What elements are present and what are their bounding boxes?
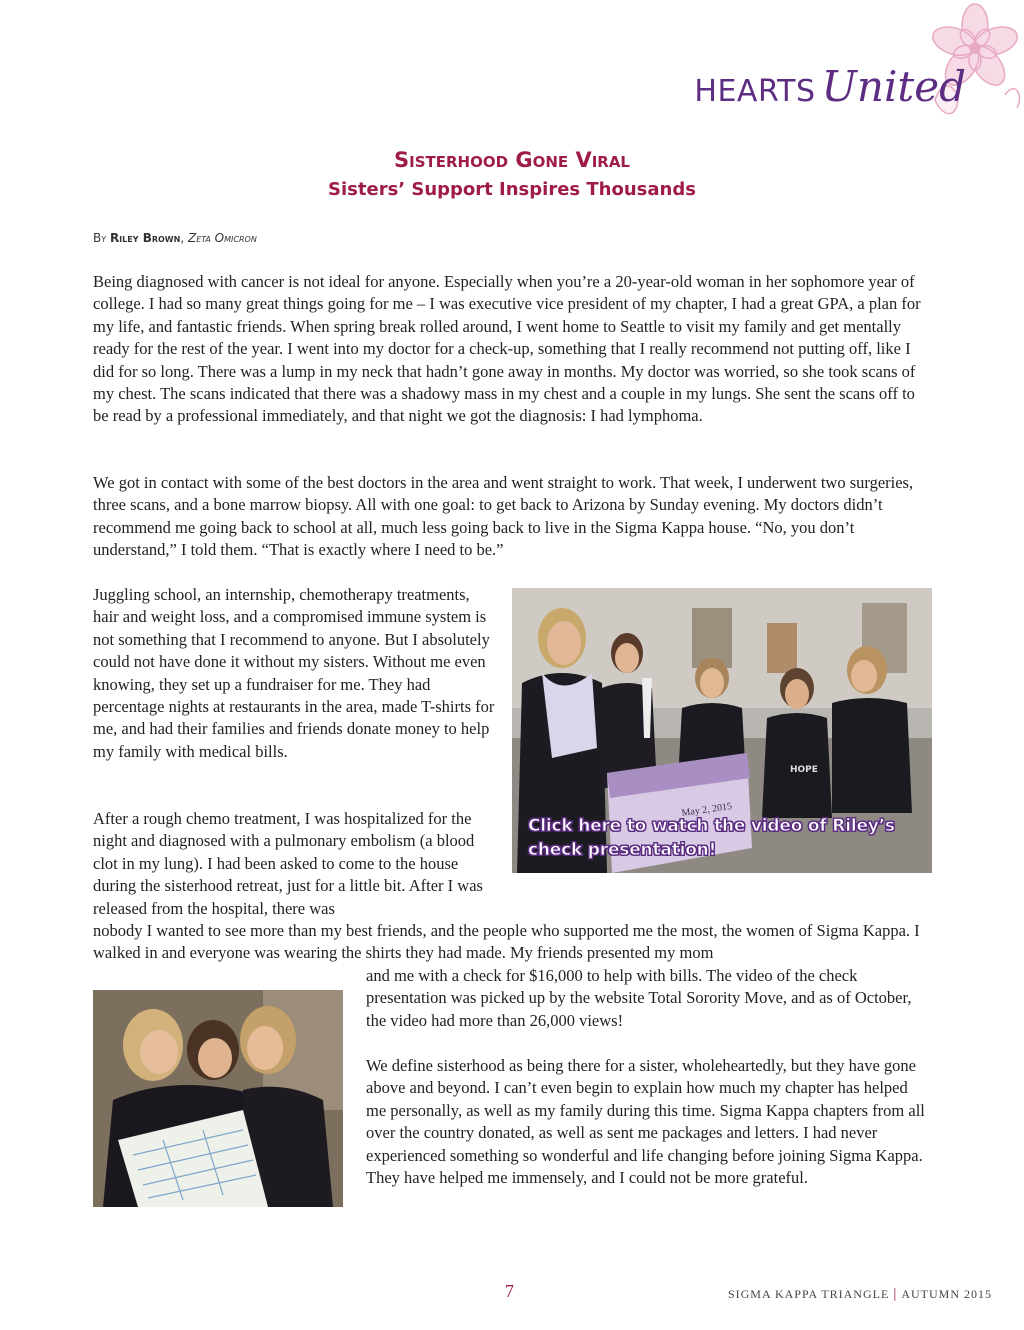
paragraph-3: Juggling school, an internship, chemotherapy treatments, hair and weight loss, and a compromised immune system is not something that I recommend to anyone. But I absolutely could not have done it without my sisters. Without me even knowing, they set up a fundraiser for me. They had percentage nights at restaurants in the area, made T-shirts for me, and had their families and friends donate money to help my family with medical bills. [93,585,495,761]
sisters-hug-photo [93,990,343,1207]
footer-publication [728,1286,992,1303]
paragraph-4-continued: nobody I wanted to see more than my best friends, and the people who supported me the most, the women of Sigma Kappa. I walked in and everyone was wearing the shirts they had made. My friends presented my mom [93,921,920,963]
paragraph-6: We define sisterhood as being there for a sister, wholeheartedly, but they have gone above and beyond. I can’t even begin to explain how much my chapter has helped me personally, as well as my family during this time. Sigma Kappa chapters from all over the country donated, as well as sent me packages and letters. I had never experienced something so wonderful and life changing before joining Sigma Kappa. They have helped me immensely, and I could not be more grateful. [366,1056,925,1188]
section-brand [694,62,966,111]
byline-separator: , [180,231,188,245]
byline-author: Riley Brown [109,231,181,245]
publication-issue: AUTUMN 2015 [901,1287,992,1301]
check-presentation-video-link[interactable] [512,588,932,873]
publication-name: SIGMA KAPPA TRIANGLE [727,1287,890,1301]
brand-hearts: HEARTS [694,74,816,109]
video-caption[interactable]: Click here to watch the video of Riley’s check presentation! [528,816,895,860]
paragraph-2: We got in contact with some of the best doctors in the area and went straight to work. That week, I underwent two surgeries, three scans, and a bone marrow biopsy. All with one goal: to get back to Arizona by Sunday evening. My doctors didn’t recommend me going back to school at all, much less going back to live in the Sigma Kappa house. “No, you don’t understand,” I told them. “That is exactly where I need to be.” [93,473,914,560]
paragraph-1: Being diagnosed with cancer is not ideal for anyone. Especially when you’re a 20-year-old woman in her sophomore year of college. I had so many great things going for me – I was executive vice president of my chapter, I had a great GPA, a plan for my life, and fantastic friends. When spring break rolled around, I went home to Seattle to visit my family and get mentally ready for the rest of the year. I went into my doctor for a check-up, something that I really recommend not putting off, like I did for so long. There was a lump in my neck that hadn’t gone away in months. My doctor was worried, so she took scans of my chest. The scans indicated that there was a shadowy mass in my chest and a couple in my lungs. She sent the scans off to be read by a professional immediately, and that night we got the diagnosis: I had lymphoma. [93,272,921,426]
page-number: 7 [505,1281,514,1301]
byline [93,231,257,245]
article-title: Sisterhood Gone Viral [393,148,630,172]
paragraph-5: and me with a check for $16,000 to help with bills. The video of the check presentation was picked up by the website Total Sorority Move, and as of October, the video had more than 26,000 views! [366,966,912,1030]
article-subtitle: Sisters’ Support Inspires Thousands [328,179,696,200]
footer-separator: | [893,1286,898,1302]
shirt-text: HOPE [790,765,818,775]
brand-united-script: United [821,62,966,111]
byline-chapter: Zeta Omicron [187,231,257,245]
check-date: May 2, 2015 [680,801,733,819]
byline-prefix: By [93,231,110,245]
paragraph-4: After a rough chemo treatment, I was hospitalized for the night and diagnosed with a pulmonary embolism (a blood clot in my lung). I had been asked to come to the house during the sisterhood retreat, just for a little bit. After I was released from the hospital, there was [93,809,483,918]
